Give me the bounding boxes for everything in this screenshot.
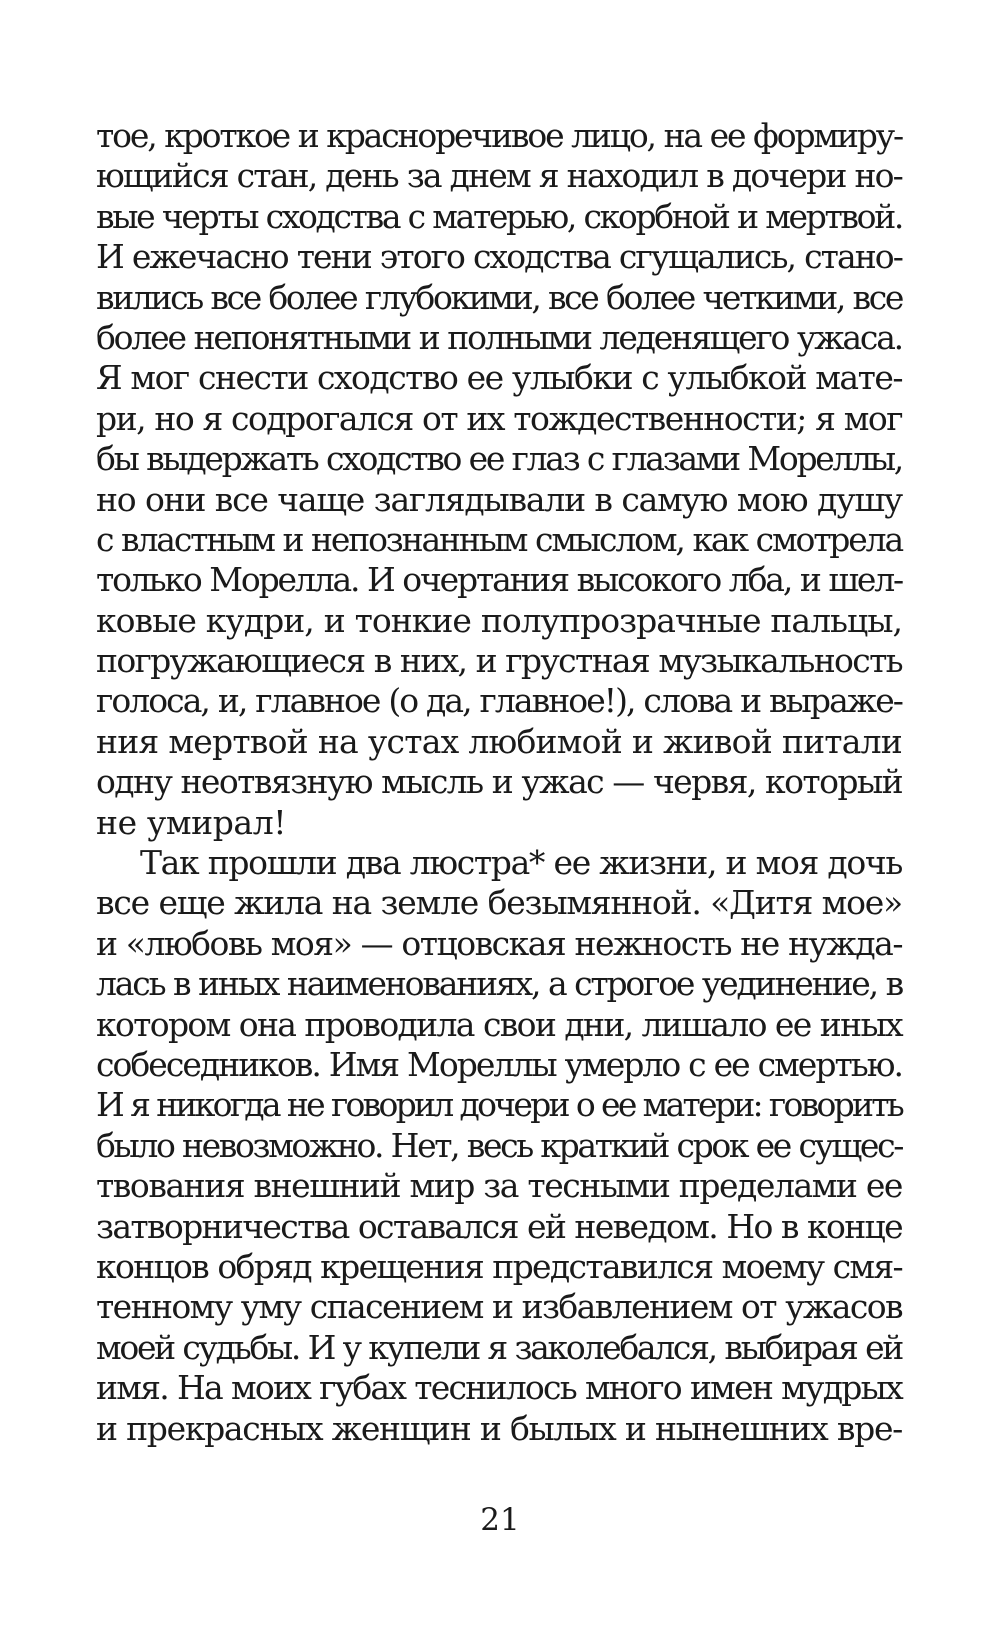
text-line: Так прошли два люстра* ее жизни, и моя дочь bbox=[140, 843, 902, 883]
text-line: собеседников. Имя Мореллы умерло с ее смертью. bbox=[96, 1044, 902, 1084]
text-line: более непонятными и полными леденящего ужаса. bbox=[96, 317, 902, 357]
text-line: было невозможно. Нет, весь краткий срок ее сущес- bbox=[96, 1125, 902, 1165]
text-line: твования внешний мир за тесными пределами ее bbox=[96, 1166, 902, 1206]
text-line: ри, но я содрогался от их тождественности; я мог bbox=[96, 398, 902, 438]
body-text bbox=[96, 116, 902, 1449]
page-number: 21 bbox=[480, 1502, 520, 1538]
text-line: ковые кудри, и тонкие полупрозрачные пальцы, bbox=[96, 600, 902, 640]
text-line: имя. На моих губах теснилось много имен мудрых bbox=[96, 1368, 902, 1408]
paragraph bbox=[96, 116, 902, 843]
text-line: не умирал! bbox=[96, 802, 287, 842]
text-line: моей судьбы. И у купели я заколебался, выбирая ей bbox=[96, 1327, 902, 1367]
text-line: ния мертвой на устах любимой и живой питали bbox=[96, 721, 902, 761]
text-line: все еще жила на земле безымянной. «Дитя мое» bbox=[96, 883, 902, 923]
text-line: И ежечасно тени этого сходства сгущались, стано- bbox=[96, 237, 902, 277]
paragraph bbox=[96, 843, 902, 1449]
text-line: И я никогда не говорил дочери о ее матери: говорить bbox=[96, 1085, 902, 1125]
text-line: и прекрасных женщин и былых и нынешних вре- bbox=[96, 1408, 902, 1448]
text-line: тенному уму спасением и избавлением от ужасов bbox=[96, 1287, 902, 1327]
text-line: затворничества оставался ей неведом. Но в конце bbox=[96, 1206, 902, 1246]
text-line: с властным и непознанным смыслом, как смотрела bbox=[96, 519, 902, 559]
text-line: только Морелла. И очертания высокого лба, и шел- bbox=[96, 560, 902, 600]
text-line: котором она проводила свои дни, лишало ее иных bbox=[96, 1004, 902, 1044]
text-line: голоса, и, главное (о да, главное!), слова и выраже- bbox=[96, 681, 902, 721]
text-line: одну неотвязную мысль и ужас — червя, который bbox=[96, 762, 902, 802]
text-line: и «любовь моя» — отцовская нежность не нужда- bbox=[96, 923, 902, 963]
text-line: Я мог снести сходство ее улыбки с улыбкой мате- bbox=[96, 358, 902, 398]
text-line: погружающиеся в них, и грустная музыкальность bbox=[96, 641, 902, 681]
text-line: ющийся стан, день за днем я находил в дочери но- bbox=[96, 156, 902, 196]
text-line: концов обряд крещения представился моему смя- bbox=[96, 1246, 902, 1286]
text-line: вились все более глубокими, все более четкими, все bbox=[96, 277, 902, 317]
text-line: вые черты сходства с матерью, скорбной и мертвой. bbox=[96, 196, 902, 236]
text-line: лась в иных наименованиях, а строгое уединение, в bbox=[96, 964, 902, 1004]
text-line: но они все чаще заглядывали в самую мою душу bbox=[96, 479, 902, 519]
text-line: бы выдержать сходство ее глаз с глазами Мореллы, bbox=[96, 439, 902, 479]
text-line: тое, кроткое и красноречивое лицо, на ее формиру- bbox=[96, 116, 902, 155]
